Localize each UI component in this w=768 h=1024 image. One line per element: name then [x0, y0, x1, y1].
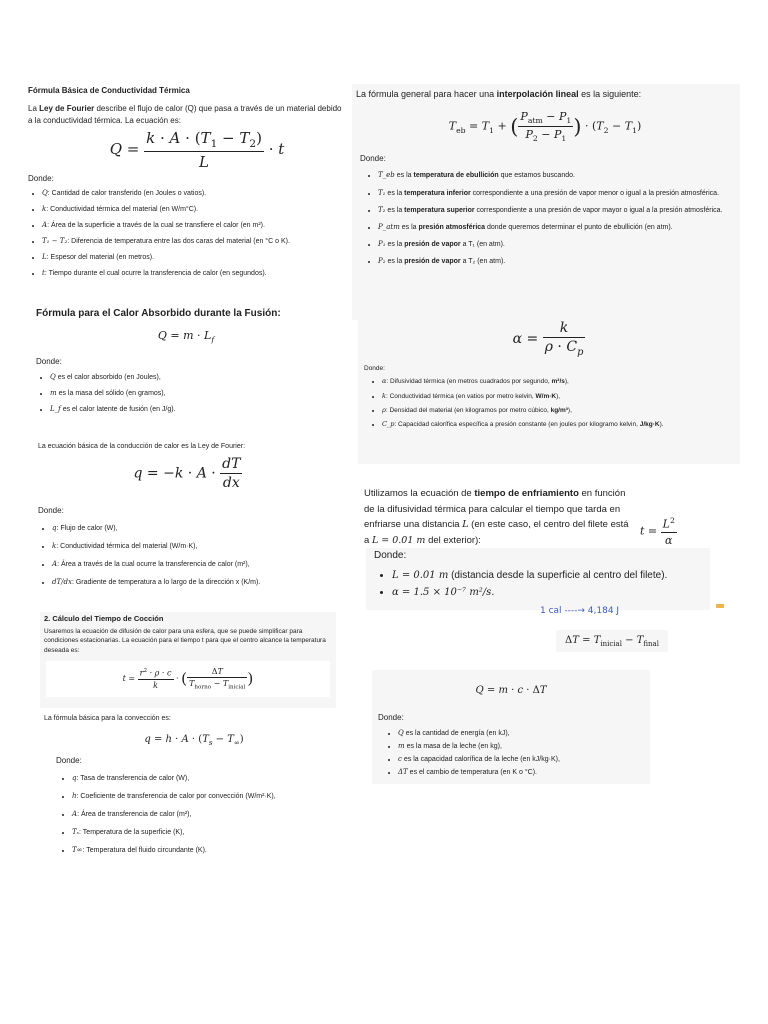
- coccion-title: 2. Cálculo del Tiempo de Cocción: [44, 614, 164, 623]
- conduccion-donde: Donde:: [38, 506, 64, 516]
- list-item: • A: Área de la superficie a través de la cual se transfiere el calor (en m²).: [42, 220, 346, 231]
- list-item: • T∞: Temperatura del fluido circundante (K).: [72, 845, 344, 856]
- list-item: • P₂ es la presión de vapor a T₂ (en atm).: [378, 256, 734, 267]
- fusion-equation: $Q = m \cdot L_f$: [157, 329, 215, 345]
- list-item: • q: Tasa de transferencia de calor (W),: [72, 773, 344, 784]
- enfriamiento-section: [364, 486, 710, 549]
- list-item: • t: Tiempo durante el cual ocurre la transferencia de calor (en segundos).: [42, 268, 346, 279]
- list-item: • m es la masa de la leche (en kg),: [398, 741, 644, 752]
- conveccion-intro: La fórmula básica para la convección es:: [44, 715, 171, 722]
- fourier-donde: Donde:: [28, 174, 54, 183]
- list-item: • ΔT es el cambio de temperatura (en K o °C).: [398, 767, 644, 778]
- list-item: • Q: Cantidad de calor transferido (en Joules o vatios).: [42, 188, 346, 199]
- list-item: • k: Conductividad térmica (en vatios por metro kelvin, W/m·K),: [382, 392, 734, 401]
- list-item: • L = 0.01 m (distancia desde la superficie al centro del filete).: [392, 567, 702, 584]
- list-item: • L: Espesor del material (en metros).: [42, 252, 346, 263]
- fusion-title: Fórmula para el Calor Absorbido durante la Fusión:: [36, 308, 281, 319]
- fusion-list: [36, 372, 336, 415]
- delta-t-box: [556, 630, 668, 652]
- list-item: • T₁ − T₂: Diferencia de temperatura entre las dos caras del material (en °C o K).: [42, 236, 346, 247]
- enfriamiento-donde-box: [366, 548, 710, 610]
- leche-equation: Q = m · c · ΔT: [475, 685, 547, 696]
- interpolacion-list: [364, 170, 734, 267]
- fusion-section: [36, 308, 336, 415]
- enfriamiento-donde: Donde:: [374, 550, 407, 561]
- enfriamiento-text: Utilizamos la ecuación de tiempo de enfriamiento en función de la difusividad térmica para calcular el tiempo que tarda en enfriarse una distancia L (en este caso, el centro del filete está a L = 0.01 m del exterior):: [364, 488, 629, 547]
- list-item: • ρ: Densidad del material (en kilogramos por metro cúbico, kg/m³),: [382, 406, 734, 415]
- leche-list: [384, 728, 644, 779]
- list-item: • k: Conductividad térmica del material (W/m·K),: [52, 541, 338, 552]
- list-item: • α: Difusividad térmica (en metros cuadrados por segundo, m²/s),: [382, 377, 734, 386]
- conveccion-equation: $q = h \cdot A \cdot (T_s - T_\infty)$: [144, 734, 244, 748]
- orange-highlight-mark: [716, 604, 724, 608]
- fourier-section: [28, 86, 346, 279]
- list-item: • L_f es el calor latente de fusión (en J/g).: [50, 404, 336, 415]
- coccion-equation: t = $\frac{r^2 \cdot \rho \cdot c}{k}$ · ( $\frac{\Delta T}{T_{horno} - T_{inicial}}$ ): [122, 667, 254, 692]
- conduccion-equation: q = −k · A · $\frac{dT}{dx}$: [133, 456, 241, 492]
- leche-section: [372, 670, 650, 784]
- interpolacion-intro: La fórmula general para hacer una interpolación lineal es la siguiente:: [356, 89, 642, 99]
- difusividad-list: [368, 377, 734, 430]
- list-item: • T₁ es la temperatura inferior correspondiente a una presión de vapor menor o igual a la presión atmosférica.: [378, 188, 734, 199]
- handwritten-note: 1 cal ----→ 4,184 J: [540, 606, 620, 616]
- conduccion-list: [38, 523, 338, 589]
- list-item: • c es la capacidad calorífica de la leche (en kJ/kg·K),: [398, 754, 644, 765]
- list-item: • P_atm es la presión atmosférica donde queremos determinar el punto de ebullición (en atm).: [378, 222, 734, 233]
- interpolacion-equation: $T_{eb} = T_1$ + ( $\frac{P_{atm} - P_1}{P_2 - P_1}$ ) · $(T_2 - T_1)$: [448, 109, 642, 143]
- coccion-equation-box: [46, 661, 330, 697]
- enfriamiento-list: [374, 567, 702, 601]
- coccion-section: [40, 612, 336, 708]
- list-item: • C_p: Capacidad calorífica específica a presión constante (en joules por kilogramo kelvin, J/kg·K).: [382, 420, 734, 429]
- coccion-text: Usaremos la ecuación de difusión de calor para una esfera, que se puede simplificar para condiciones estacionarias. La ecuación para el tiempo t para que el centro alcance la temperatura deseada es:: [44, 628, 326, 654]
- interpolacion-section: [352, 84, 740, 320]
- list-item: • A: Área a través de la cual ocurre la transferencia de calor (m²),: [52, 559, 338, 570]
- leche-donde: Donde:: [378, 713, 404, 722]
- conduccion-section: [38, 442, 338, 588]
- conveccion-section: [44, 714, 344, 856]
- list-item: • α = 1.5 × 10⁻⁷ m²/s.: [392, 584, 702, 601]
- list-item: • A: Área de transferencia de calor (m²),: [72, 809, 344, 820]
- list-item: • Q es el calor absorbido (en Joules),: [50, 372, 336, 383]
- difusividad-equation: α = $\frac{k}{\rho \cdot C_p}$: [512, 320, 584, 358]
- list-item: • m es la masa del sólido (en gramos),: [50, 388, 336, 399]
- list-item: • dT/dx: Gradiente de temperatura a lo largo de la dirección x (K/m).: [52, 577, 338, 588]
- difusividad-donde: Donde:: [364, 364, 385, 372]
- interpolacion-donde: Donde:: [360, 153, 386, 163]
- list-item: • q: Flujo de calor (W),: [52, 523, 338, 534]
- conduccion-intro: La ecuación básica de la conducción de calor es la Ley de Fourier:: [38, 443, 246, 450]
- list-item: • h: Coeficiente de transferencia de calor por convección (W/m²·K),: [72, 791, 344, 802]
- enfriamiento-equation: t = $\frac{L^2}{\alpha}$: [640, 516, 675, 547]
- list-item: • Tₛ: Temperatura de la superficie (K),: [72, 827, 344, 838]
- list-item: • T₂ es la temperatura superior correspondiente a una presión de vapor mayor o igual a la presión atmosférica.: [378, 205, 734, 216]
- fourier-intro: La Ley de Fourier describe el flujo de calor (Q) que pasa a través de un material debido a la conductividad térmica. La ecuación es:: [28, 104, 342, 125]
- fourier-list: [28, 188, 346, 280]
- fusion-donde: Donde:: [36, 357, 62, 367]
- conveccion-donde: Donde:: [56, 756, 82, 766]
- list-item: • T_eb es la temperatura de ebullición que estamos buscando.: [378, 170, 734, 181]
- list-item: • k: Conductividad térmica del material (en W/m°C).: [42, 204, 346, 215]
- delta-t-equation: $\Delta T = T_{inicial} - T_{final}$: [565, 634, 659, 648]
- difusividad-section: [358, 318, 740, 464]
- fourier-equation: Q = $\frac{k \cdot A \cdot (T_1 - T_2)}{L}$ · t: [109, 129, 285, 171]
- conveccion-list: [58, 773, 344, 857]
- list-item: • P₁ es la presión de vapor a T₁ (en atm).: [378, 239, 734, 250]
- fourier-title: Fórmula Básica de Conductividad Térmica: [28, 86, 190, 95]
- list-item: • Q es la cantidad de energía (en kJ),: [398, 728, 644, 739]
